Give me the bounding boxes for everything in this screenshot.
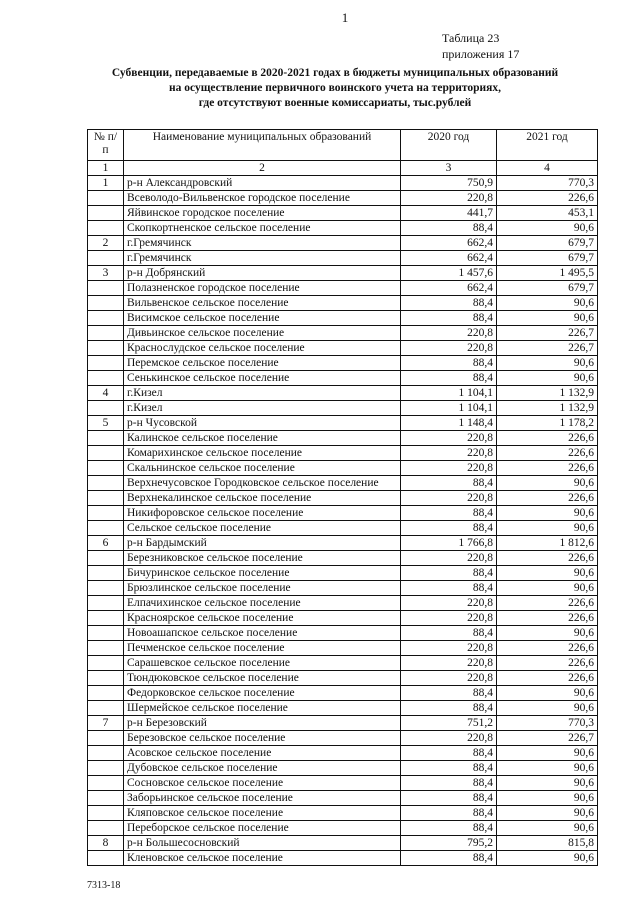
municipality-name-cell: г.Гремячинск [124,251,401,266]
municipality-name-cell: Тюндюковское сельское поселение [124,671,401,686]
value-2020-cell: 88,4 [401,626,497,641]
title-line3: где отсутствуют военные комиссариаты, тыс.рублей [198,97,472,109]
value-2021-cell: 679,7 [497,236,598,251]
value-2020-cell: 220,8 [401,341,497,356]
row-number-cell [88,521,124,536]
table-row [88,746,598,761]
row-number-cell [88,191,124,206]
value-2021-cell: 90,6 [497,821,598,836]
value-2020-cell: 88,4 [401,371,497,386]
row-number-cell [88,851,124,866]
index-cell: 4 [497,161,598,176]
value-2020-cell: 220,8 [401,491,497,506]
document-title [70,66,600,111]
value-2021-cell: 226,6 [497,491,598,506]
row-number-cell [88,296,124,311]
municipality-name-cell: Калинское сельское поселение [124,431,401,446]
row-number-cell [88,581,124,596]
municipality-name-cell: р-н Березовский [124,716,401,731]
value-2021-cell: 1 132,9 [497,401,598,416]
value-2021-cell: 90,6 [497,506,598,521]
title-line2: на осуществление первичного воинского учета на территориях, [169,82,501,94]
table-row [88,311,598,326]
table-row [88,356,598,371]
table-row [88,521,598,536]
municipality-name-cell: Верхнекалинское сельское поселение [124,491,401,506]
municipality-name-cell: Федорковское сельское поселение [124,686,401,701]
table-row [88,821,598,836]
value-2020-cell: 220,8 [401,611,497,626]
table-row [88,206,598,221]
value-2021-cell: 815,8 [497,836,598,851]
subventions-table [87,129,598,866]
value-2020-cell: 88,4 [401,746,497,761]
value-2020-cell: 220,8 [401,671,497,686]
municipality-name-cell: Сосновское сельское поселение [124,776,401,791]
table-row [88,656,598,671]
row-number-cell [88,476,124,491]
row-number-cell [88,596,124,611]
row-number-cell: 5 [88,416,124,431]
header-2021: 2021 год [497,130,598,161]
table-row [88,686,598,701]
row-number-cell [88,371,124,386]
row-number-cell [88,341,124,356]
value-2021-cell: 1 178,2 [497,416,598,431]
value-2020-cell: 88,4 [401,791,497,806]
municipality-name-cell: р-н Бардымский [124,536,401,551]
table-row [88,806,598,821]
table-row [88,581,598,596]
value-2021-cell: 226,6 [497,611,598,626]
value-2020-cell: 1 104,1 [401,386,497,401]
municipality-name-cell: р-н Большесосновский [124,836,401,851]
row-number-cell [88,626,124,641]
table-row [88,296,598,311]
row-number-cell [88,791,124,806]
value-2021-cell: 90,6 [497,296,598,311]
row-number-cell [88,776,124,791]
row-number-cell [88,611,124,626]
value-2020-cell: 751,2 [401,716,497,731]
footer-code: 7313-18 [87,880,121,891]
row-number-cell [88,656,124,671]
value-2021-cell: 90,6 [497,776,598,791]
value-2021-cell: 226,6 [497,656,598,671]
value-2021-cell: 90,6 [497,356,598,371]
municipality-name-cell: Висимское сельское поселение [124,311,401,326]
municipality-name-cell: Яйвинское городское поселение [124,206,401,221]
value-2021-cell: 1 495,5 [497,266,598,281]
row-number-cell [88,221,124,236]
header-number: № п/п [88,130,124,161]
row-number-cell [88,251,124,266]
table-row [88,716,598,731]
table-reference-line1: Таблица 23 [442,31,500,45]
table-row [88,461,598,476]
value-2020-cell: 220,8 [401,656,497,671]
value-2021-cell: 226,6 [497,446,598,461]
municipality-name-cell: Сельское сельское поселение [124,521,401,536]
municipality-name-cell: Дубовское сельское поселение [124,761,401,776]
value-2021-cell: 90,6 [497,311,598,326]
value-2020-cell: 220,8 [401,641,497,656]
header-name: Наименование муниципальных образований [124,130,401,161]
row-number-cell: 7 [88,716,124,731]
row-number-cell: 1 [88,176,124,191]
municipality-name-cell: Верхнечусовское Городковское сельское поселение [124,476,401,491]
row-number-cell [88,206,124,221]
table-row [88,536,598,551]
municipality-name-cell: Переборское сельское поселение [124,821,401,836]
row-number-cell: 2 [88,236,124,251]
row-number-cell [88,746,124,761]
value-2020-cell: 662,4 [401,281,497,296]
row-number-cell [88,551,124,566]
value-2020-cell: 88,4 [401,311,497,326]
row-number-cell [88,566,124,581]
value-2020-cell: 88,4 [401,776,497,791]
value-2020-cell: 88,4 [401,221,497,236]
table-header-row [88,130,598,161]
value-2020-cell: 88,4 [401,566,497,581]
value-2020-cell: 220,8 [401,446,497,461]
value-2020-cell: 88,4 [401,806,497,821]
table-row [88,431,598,446]
row-number-cell [88,401,124,416]
table-row [88,731,598,746]
municipality-name-cell: р-н Добрянский [124,266,401,281]
municipality-name-cell: Никифоровское сельское поселение [124,506,401,521]
table-index-row [88,161,598,176]
municipality-name-cell: Брюзлинское сельское поселение [124,581,401,596]
value-2020-cell: 441,7 [401,206,497,221]
table-row [88,371,598,386]
table-row [88,776,598,791]
row-number-cell [88,506,124,521]
municipality-name-cell: г.Кизел [124,401,401,416]
municipality-name-cell: Асовское сельское поселение [124,746,401,761]
table-row [88,341,598,356]
row-number-cell [88,326,124,341]
value-2021-cell: 226,7 [497,326,598,341]
value-2021-cell: 226,6 [497,551,598,566]
table-row [88,401,598,416]
value-2021-cell: 90,6 [497,806,598,821]
value-2020-cell: 1 457,6 [401,266,497,281]
table-row [88,176,598,191]
municipality-name-cell: Перемское сельское поселение [124,356,401,371]
index-cell: 3 [401,161,497,176]
table-row [88,221,598,236]
value-2020-cell: 88,4 [401,581,497,596]
table-row [88,611,598,626]
value-2020-cell: 88,4 [401,356,497,371]
municipality-name-cell: Березовское сельское поселение [124,731,401,746]
value-2021-cell: 1 132,9 [497,386,598,401]
municipality-name-cell: Березниковское сельское поселение [124,551,401,566]
municipality-name-cell: Печменское сельское поселение [124,641,401,656]
municipality-name-cell: Елпачихинское сельское поселение [124,596,401,611]
value-2020-cell: 1 766,8 [401,536,497,551]
index-cell: 1 [88,161,124,176]
value-2020-cell: 220,8 [401,596,497,611]
row-number-cell [88,671,124,686]
row-number-cell [88,806,124,821]
value-2020-cell: 88,4 [401,761,497,776]
value-2020-cell: 88,4 [401,296,497,311]
value-2021-cell: 770,3 [497,716,598,731]
value-2020-cell: 220,8 [401,551,497,566]
table-reference [442,30,519,62]
value-2021-cell: 226,6 [497,191,598,206]
row-number-cell: 6 [88,536,124,551]
municipality-name-cell: Полазненское городское поселение [124,281,401,296]
value-2020-cell: 220,8 [401,326,497,341]
row-number-cell [88,686,124,701]
table-row [88,761,598,776]
value-2020-cell: 220,8 [401,731,497,746]
value-2020-cell: 88,4 [401,701,497,716]
row-number-cell [88,446,124,461]
municipality-name-cell: Кляповское сельское поселение [124,806,401,821]
row-number-cell [88,761,124,776]
municipality-name-cell: Сенькинское сельское поселение [124,371,401,386]
header-2020: 2020 год [401,130,497,161]
row-number-cell [88,356,124,371]
row-number-cell [88,821,124,836]
value-2021-cell: 453,1 [497,206,598,221]
value-2021-cell: 1 812,6 [497,536,598,551]
table-row [88,326,598,341]
row-number-cell [88,431,124,446]
row-number-cell [88,731,124,746]
table-body [88,176,598,866]
value-2021-cell: 90,6 [497,746,598,761]
value-2020-cell: 662,4 [401,251,497,266]
table-row [88,236,598,251]
value-2020-cell: 88,4 [401,506,497,521]
table-row [88,566,598,581]
table-row [88,446,598,461]
table-row [88,251,598,266]
row-number-cell [88,701,124,716]
value-2020-cell: 220,8 [401,191,497,206]
value-2020-cell: 220,8 [401,431,497,446]
value-2021-cell: 770,3 [497,176,598,191]
table-row [88,626,598,641]
value-2021-cell: 90,6 [497,626,598,641]
row-number-cell [88,491,124,506]
value-2021-cell: 90,6 [497,761,598,776]
table-reference-line2: приложения 17 [442,47,520,61]
row-number-cell [88,461,124,476]
municipality-name-cell: Бичуринское сельское поселение [124,566,401,581]
value-2021-cell: 90,6 [497,476,598,491]
table-row [88,551,598,566]
table-row [88,386,598,401]
municipality-name-cell: Сарашевское сельское поселение [124,656,401,671]
value-2021-cell: 90,6 [497,521,598,536]
index-cell: 2 [124,161,401,176]
table-row [88,836,598,851]
value-2021-cell: 679,7 [497,251,598,266]
municipality-name-cell: Дивьинское сельское поселение [124,326,401,341]
table-row [88,641,598,656]
value-2020-cell: 662,4 [401,236,497,251]
table-row [88,671,598,686]
row-number-cell: 4 [88,386,124,401]
value-2020-cell: 1 148,4 [401,416,497,431]
value-2021-cell: 226,6 [497,431,598,446]
value-2020-cell: 88,4 [401,821,497,836]
municipality-name-cell: р-н Чусовской [124,416,401,431]
value-2021-cell: 90,6 [497,701,598,716]
municipality-name-cell: г.Гремячинск [124,236,401,251]
value-2021-cell: 90,6 [497,581,598,596]
table-row [88,416,598,431]
municipality-name-cell: Шермейское сельское поселение [124,701,401,716]
table-row [88,491,598,506]
row-number-cell [88,311,124,326]
municipality-name-cell: Скальнинское сельское поселение [124,461,401,476]
value-2020-cell: 88,4 [401,686,497,701]
value-2021-cell: 90,6 [497,851,598,866]
page-number: 1 [341,10,349,25]
value-2021-cell: 226,6 [497,461,598,476]
value-2020-cell: 795,2 [401,836,497,851]
value-2021-cell: 679,7 [497,281,598,296]
table-row [88,191,598,206]
municipality-name-cell: Кленовское сельское поселение [124,851,401,866]
title-line1: Субвенции, передаваемые в 2020-2021 годах в бюджеты муниципальных образований [111,67,559,79]
row-number-cell [88,281,124,296]
municipality-name-cell: Заборьинское сельское поселение [124,791,401,806]
table-row [88,266,598,281]
value-2021-cell: 226,7 [497,341,598,356]
value-2021-cell: 90,6 [497,371,598,386]
value-2021-cell: 226,6 [497,671,598,686]
table-row [88,596,598,611]
municipality-name-cell: г.Кизел [124,386,401,401]
value-2021-cell: 226,6 [497,641,598,656]
value-2021-cell: 90,6 [497,566,598,581]
municipality-name-cell: Комарихинское сельское поселение [124,446,401,461]
municipality-name-cell: р-н Александровский [124,176,401,191]
municipality-name-cell: Новоашапское сельское поселение [124,626,401,641]
value-2020-cell: 88,4 [401,851,497,866]
municipality-name-cell: Краснослудское сельское поселение [124,341,401,356]
row-number-cell [88,641,124,656]
value-2020-cell: 750,9 [401,176,497,191]
value-2020-cell: 220,8 [401,461,497,476]
value-2021-cell: 226,7 [497,731,598,746]
table-row [88,476,598,491]
table-row [88,791,598,806]
municipality-name-cell: Вильвенское сельское поселение [124,296,401,311]
value-2021-cell: 90,6 [497,221,598,236]
value-2020-cell: 88,4 [401,476,497,491]
value-2020-cell: 88,4 [401,521,497,536]
value-2021-cell: 90,6 [497,791,598,806]
municipality-name-cell: Красноярское сельское поселение [124,611,401,626]
value-2021-cell: 90,6 [497,686,598,701]
table-row [88,506,598,521]
value-2021-cell: 226,6 [497,596,598,611]
row-number-cell: 3 [88,266,124,281]
municipality-name-cell: Скопкортненское сельское поселение [124,221,401,236]
table-row [88,701,598,716]
municipality-name-cell: Всеволодо-Вильвенское городское поселение [124,191,401,206]
table-row [88,281,598,296]
table-row [88,851,598,866]
row-number-cell: 8 [88,836,124,851]
value-2020-cell: 1 104,1 [401,401,497,416]
